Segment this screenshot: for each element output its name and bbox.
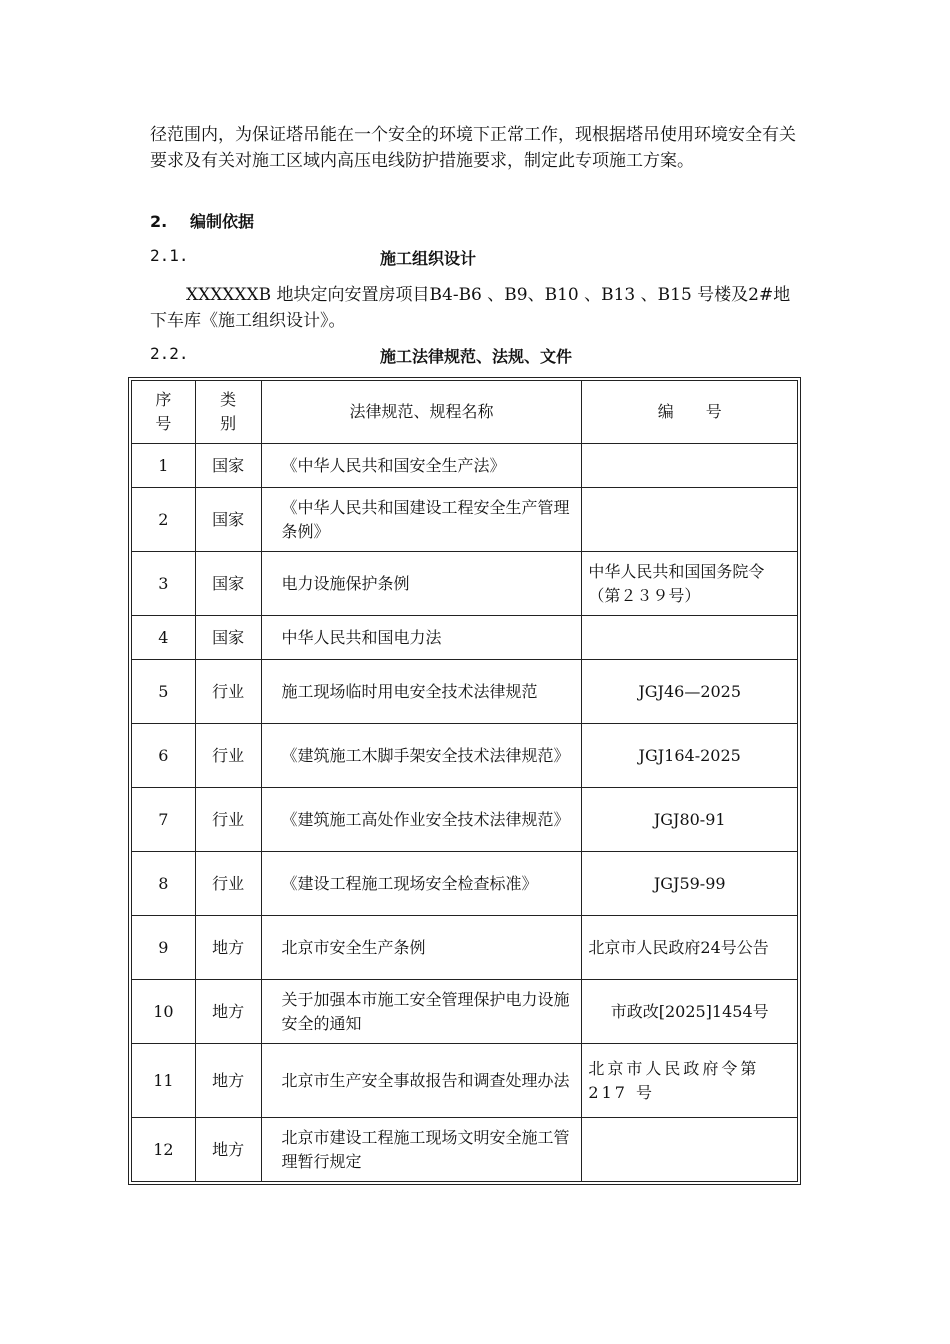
header-no [132,381,196,444]
section-title: 施工法律规范、法规、文件 [380,347,573,366]
table-row [132,552,798,616]
cell-code: JGJ46—2025 [582,660,798,724]
cell-code: 北京市人民政府24号公告 [582,916,798,980]
cell-code: JGJ59-99 [582,852,798,916]
table-row [132,724,798,788]
cell-no: 2 [132,488,196,552]
section-number: 2.2. [150,344,189,363]
cell-code [582,616,798,660]
cell-name: 《建筑施工高处作业安全技术法律规范》 [261,788,582,852]
section-number: 2.1. [150,246,189,265]
cell-code: JGJ164-2025 [582,724,798,788]
cell-name: 北京市建设工程施工现场文明安全施工管理暂行规定 [261,1118,582,1182]
table-row [132,444,798,488]
cell-category: 国家 [195,616,261,660]
cell-code: 北京市人民政府令第217 号 [582,1044,798,1118]
cell-no: 9 [132,916,196,980]
cell-code [582,488,798,552]
cell-code: 中华人民共和国国务院令（第２３９号） [582,552,798,616]
cell-category: 行业 [195,852,261,916]
cell-name: 《建设工程施工现场安全检查标准》 [261,852,582,916]
section-title: 施工组织设计 [380,249,477,268]
cell-category: 国家 [195,444,261,488]
cell-name: 《中华人民共和国安全生产法》 [261,444,582,488]
section-number: 2. [150,212,168,231]
cell-category: 国家 [195,488,261,552]
cell-name: 关于加强本市施工安全管理保护电力设施安全的通知 [261,980,582,1044]
cell-no: 5 [132,660,196,724]
table-row [132,852,798,916]
table-row [132,1044,798,1118]
table-row [132,660,798,724]
table-row [132,788,798,852]
table-row [132,616,798,660]
cell-code [582,444,798,488]
cell-no: 8 [132,852,196,916]
cell-name: 《中华人民共和国建设工程安全生产管理条例》 [261,488,582,552]
cell-category: 行业 [195,788,261,852]
cell-category: 地方 [195,980,261,1044]
cell-category: 地方 [195,1118,261,1182]
table-row [132,488,798,552]
cell-name: 《建筑施工木脚手架安全技术法律规范》 [261,724,582,788]
cell-name: 北京市安全生产条例 [261,916,582,980]
header-name: 法律规范、规程名称 [261,381,582,444]
section-2-1-body: XXXXXXB 地块定向安置房项目B4-B6 、B9、B10 、B13 、B15 号楼及2#地下车库《施工组织设计》。 [150,285,791,331]
cell-no: 11 [132,1044,196,1118]
regulations-table [131,380,798,1182]
cell-name: 电力设施保护条例 [261,552,582,616]
table-body [132,444,798,1182]
cell-category: 地方 [195,1044,261,1118]
header-no-text: 序 号 [155,390,172,433]
cell-no: 6 [132,724,196,788]
cell-category: 行业 [195,724,261,788]
header-category-text: 类 别 [220,390,237,433]
table-row [132,980,798,1044]
cell-no: 12 [132,1118,196,1182]
intro-paragraph: 径范围内，为保证塔吊能在一个安全的环境下正常工作，现根据塔吊使用环境安全有关要求及有关对施工区域内高压电线防护措施要求，制定此专项施工方案。 [150,125,796,171]
cell-name: 中华人民共和国电力法 [261,616,582,660]
section-title: 编制依据 [190,212,255,231]
table-row [132,1118,798,1182]
cell-name: 施工现场临时用电安全技术法律规范 [261,660,582,724]
cell-category: 地方 [195,916,261,980]
cell-category: 行业 [195,660,261,724]
cell-no: 10 [132,980,196,1044]
cell-category: 国家 [195,552,261,616]
cell-name: 北京市生产安全事故报告和调查处理办法 [261,1044,582,1118]
header-category [195,381,261,444]
cell-no: 7 [132,788,196,852]
table-row [132,916,798,980]
cell-code: JGJ80-91 [582,788,798,852]
cell-code [582,1118,798,1182]
section-heading-2 [150,209,254,232]
header-code: 编 号 [582,381,798,444]
cell-no: 1 [132,444,196,488]
table-header-row [132,381,798,444]
cell-code: 市政改[2025]1454号 [582,980,798,1044]
cell-no: 4 [132,616,196,660]
cell-no: 3 [132,552,196,616]
